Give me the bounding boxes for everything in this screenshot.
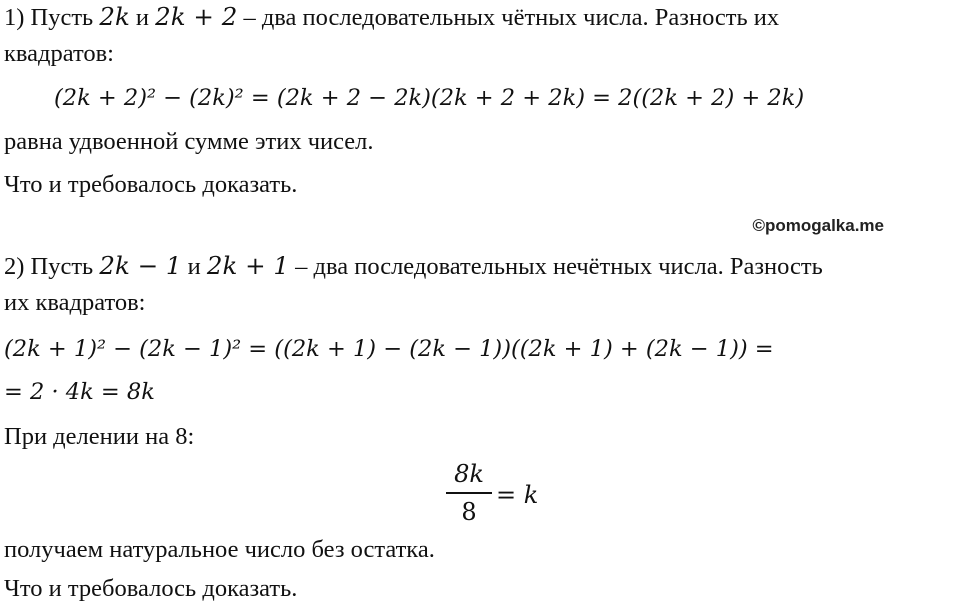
part1-statement-line	[4, 2, 779, 33]
watermark-text: ©pomogalka.me	[752, 216, 884, 235]
part2-conclusion-text: получаем натуральное число без остатка.	[4, 536, 435, 563]
fraction-numerator: 8k	[454, 460, 484, 488]
part2-expr-2k-minus-1: 2k − 1	[99, 251, 182, 280]
part1-expr-2k-plus-2: 2k + 2	[155, 2, 238, 31]
part2-intro-text: 2) Пусть	[4, 253, 100, 280]
part1-and-text: и	[129, 4, 156, 31]
part2-expr-2k-plus-1: 2k + 1	[206, 251, 290, 280]
fraction-8k-over-8	[446, 460, 492, 526]
part2-and-text: и	[181, 253, 207, 280]
part2-squares-label: их квадратов:	[4, 289, 146, 316]
fraction-bar	[446, 492, 492, 494]
part1-conclusion-text: равна удвоенной сумме этих чисел.	[4, 128, 374, 155]
part1-intro-text: 1) Пусть	[4, 4, 100, 31]
part1-squares-label: квадратов:	[4, 40, 114, 67]
fraction-result: = k	[496, 481, 539, 509]
part1-qed-text: Что и требовалось доказать.	[4, 171, 298, 198]
part2-division-label: При делении на 8:	[4, 423, 195, 450]
part2-equation-line1: (2k + 1)² − (2k − 1)² = ((2k + 1) − (2k − 1))((2k + 1) + (2k − 1)) =	[4, 336, 774, 362]
part2-statement-line	[4, 251, 823, 282]
fraction-denominator: 8	[461, 498, 477, 526]
part1-equation: (2k + 2)² − (2k)² = (2k + 2 − 2k)(2k + 2 + 2k) = 2((2k + 2) + 2k)	[54, 85, 805, 111]
part1-statement-rest: – два последовательных чётных числа. Разность их	[237, 4, 780, 31]
part2-qed-text: Что и требовалось доказать.	[4, 575, 298, 602]
part2-equation-line2: = 2 · 4k = 8k	[4, 379, 155, 405]
part1-expr-2k: 2k	[99, 2, 130, 31]
part2-statement-rest: – два последовательных нечётных числа. Разность	[289, 253, 823, 280]
